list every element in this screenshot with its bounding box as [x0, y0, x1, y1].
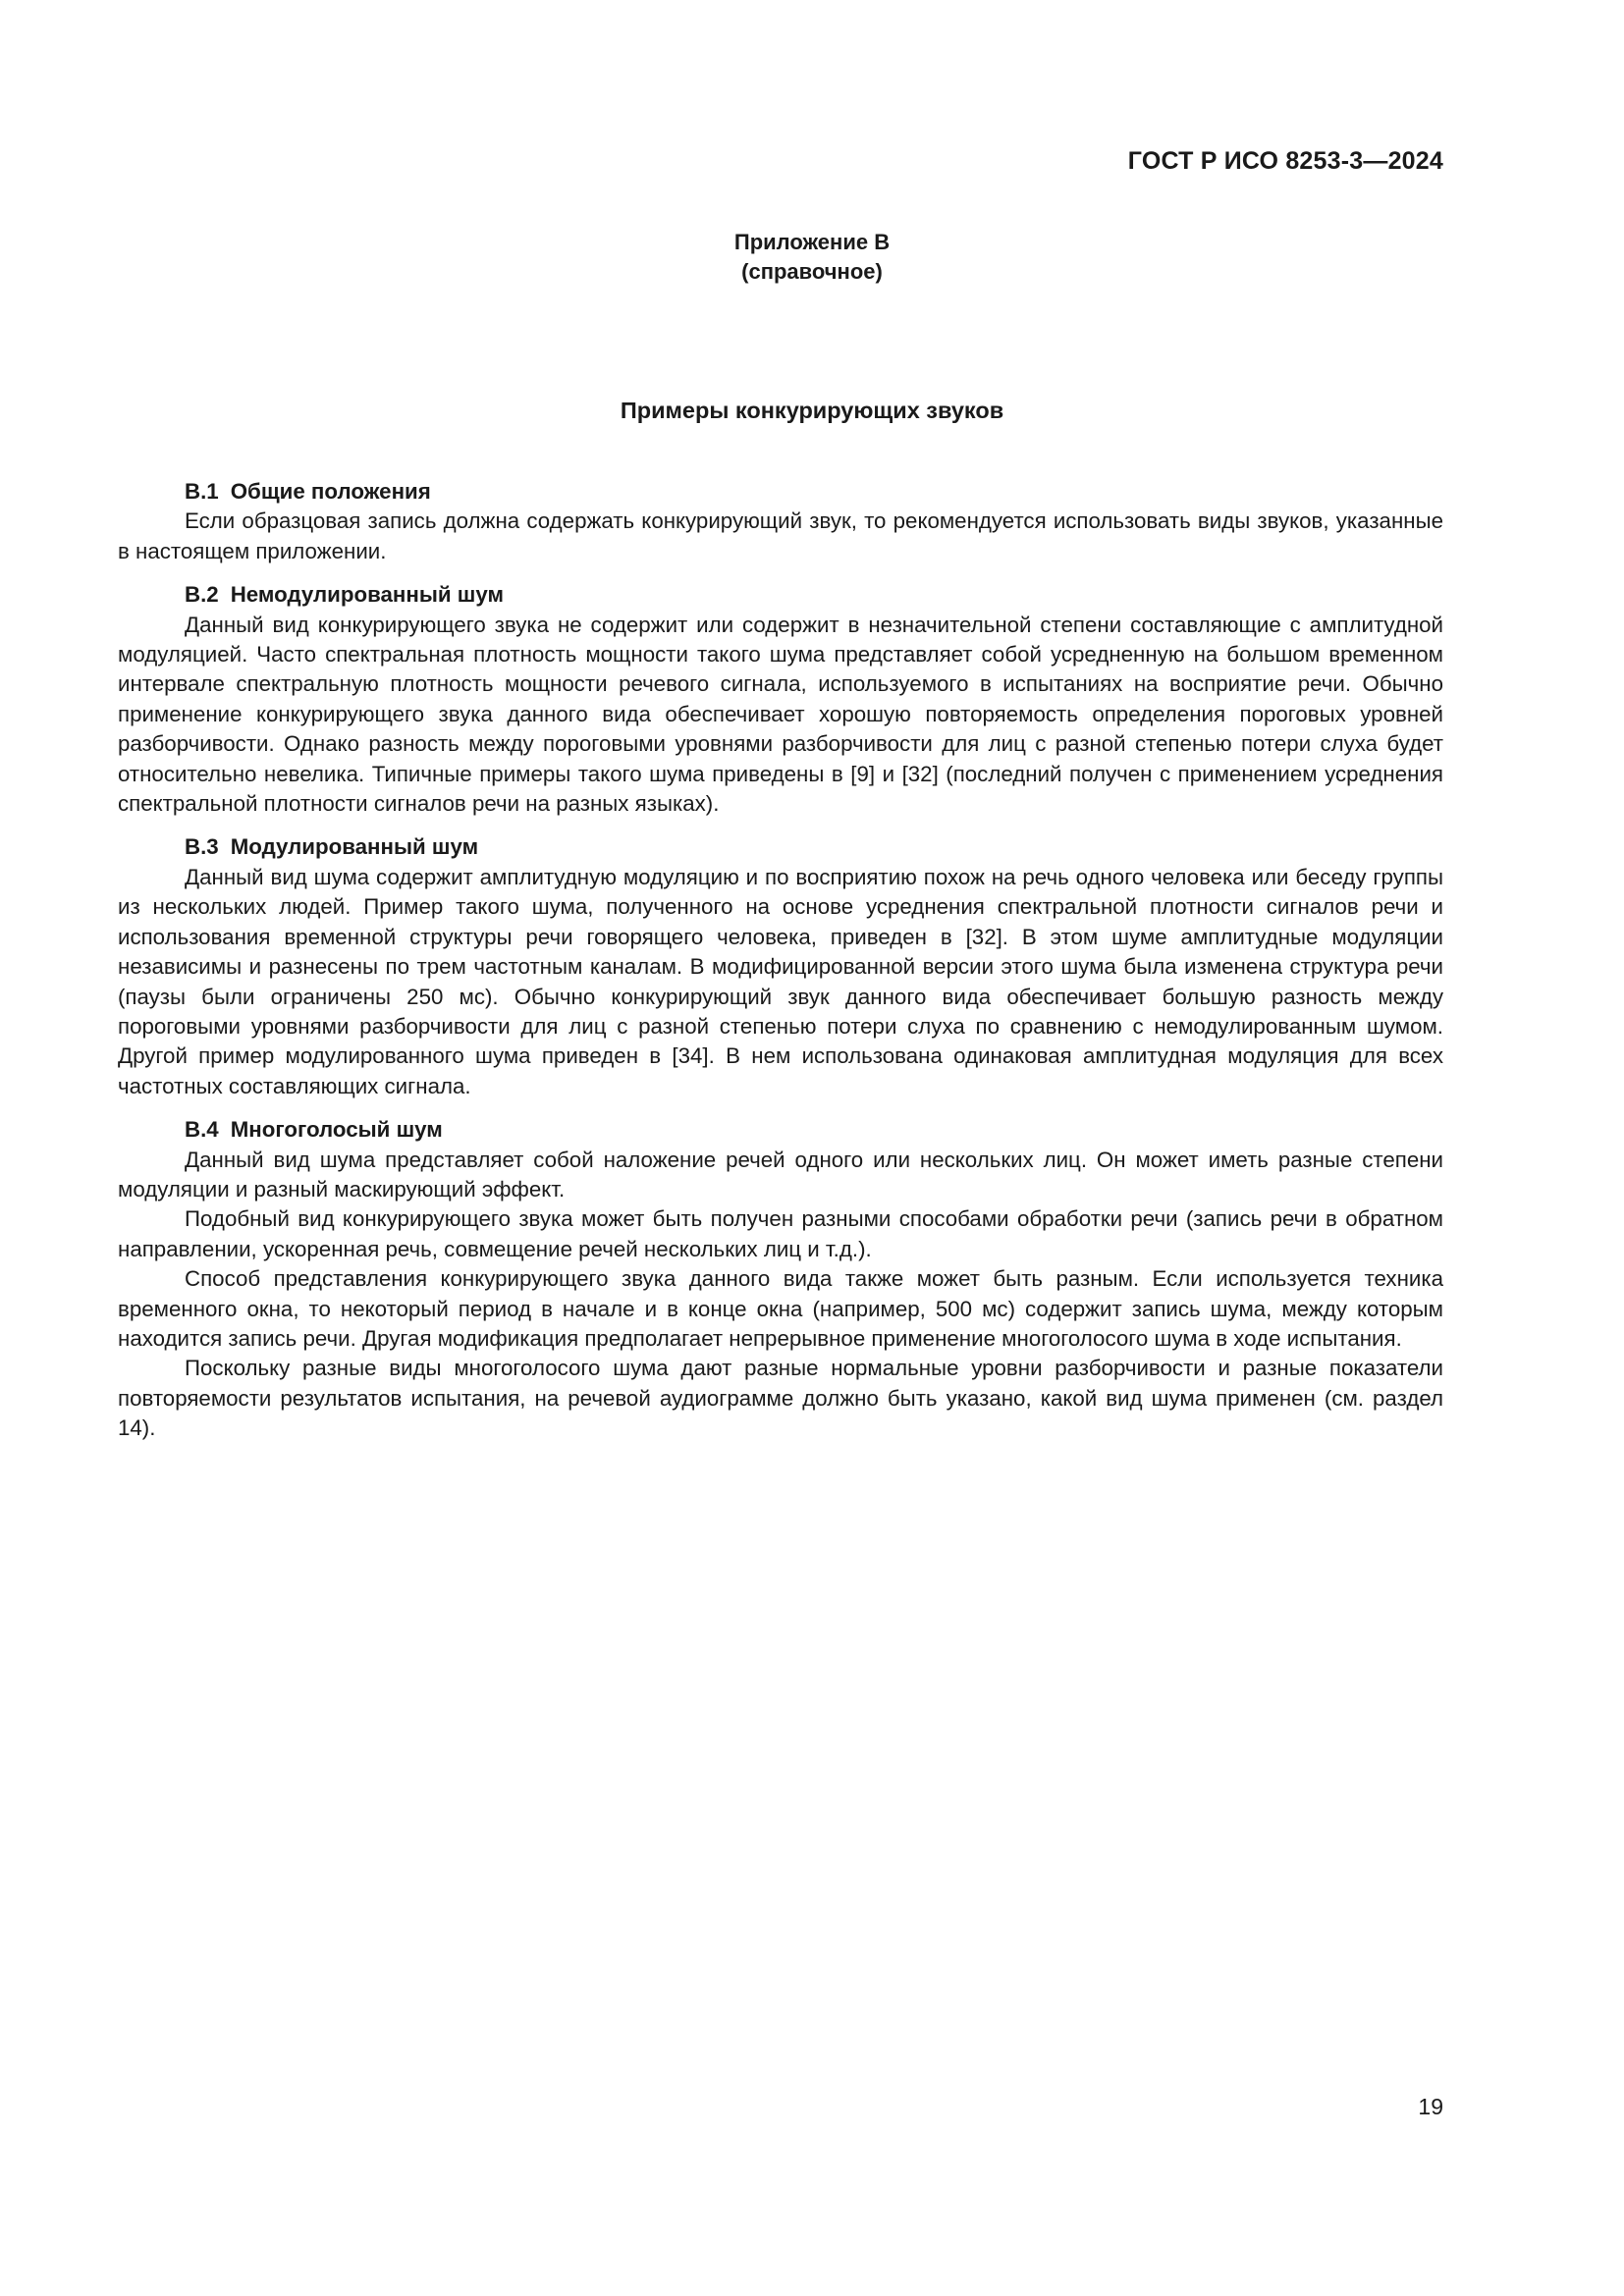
appendix-label: Приложение В — [733, 230, 891, 254]
appendix-type: (справочное) — [741, 259, 883, 284]
section-b1 — [118, 477, 1443, 566]
section-title: Модулированный шум — [230, 834, 479, 860]
paragraph: Данный вид конкурирующего звука не содержит или содержит в незначительной степени составляющие с амплитудной модуляцией. Часто спектральная плотность мощности такого шума представляет собой усредненную на большом временном интервале спектральную плотность мощности речевого сигнала, используемого в испытаниях на восприятие речи. Обычно применение конкурирующего звука данного вида обеспечивает хорошую повторяемость определения пороговых уровней разборчивости. Однако разность между пороговыми уровнями разборчивости для лиц с разной степенью потери слуха будет относительно невелика. Типичные примеры такого шума приведены в [9] и [32] (последний получен с применением усреднения спектральной плотности сигналов речи на разных языках). — [118, 612, 1443, 817]
appendix-heading — [0, 228, 1624, 287]
section-heading — [118, 832, 1443, 862]
paragraph: Поскольку разные виды многоголосого шума дают разные нормальные уровни разборчивости и разные показатели повторяемости результатов испытания, на речевой аудиограмме должно быть указано, какой вид шума применен (см. раздел 14). — [118, 1356, 1443, 1441]
section-heading — [118, 1115, 1443, 1145]
document-body — [118, 477, 1443, 1458]
section-title: Общие положения — [230, 479, 431, 504]
paragraph: Способ представления конкурирующего звука данного вида также может быть разным. Если используется техника временного окна, то некоторый период в начале и в конце окна (например, 500 мс) содержит запись шума, между которым находится запись речи. Другая модификация предполагает непрерывное применение многоголосого шума в ходе испытания. — [118, 1266, 1443, 1351]
page-number: 19 — [1418, 2094, 1443, 2119]
section-b3 — [118, 832, 1443, 1101]
section-title: Многоголосый шум — [230, 1117, 443, 1143]
document-code: ГОСТ Р ИСО 8253-3—2024 — [1127, 147, 1443, 175]
paragraph: Если образцовая запись должна содержать конкурирующий звук, то рекомендуется использовать виды звуков, указанные в настоящем приложении. — [118, 508, 1443, 563]
section-number: В.1 — [185, 479, 219, 504]
paragraph: Подобный вид конкурирующего звука может быть получен разными способами обработки речи (запись речи в обратном направлении, ускоренная речь, совмещение речей нескольких лиц и т.д.). — [118, 1206, 1443, 1261]
section-number: В.2 — [185, 582, 219, 608]
section-b4 — [118, 1115, 1443, 1443]
section-heading — [118, 580, 1443, 610]
paragraph: Данный вид шума содержит амплитудную модуляцию и по восприятию похож на речь одного человека или беседу группы из нескольких людей. Пример такого шума, полученного на основе усреднения спектральной плотности сигналов речи и использования временной структуры речи говорящего человека, приведен в [32]. В этом шуме амплитудные модуляции независимы и разнесены по трем частотным каналам. В модифицированной версии этого шума была изменена структура речи (паузы были ограничены 250 мс). Обычно конкурирующий звук данного вида обеспечивает большую разность между пороговыми уровнями разборчивости для лиц с разной степенью потери слуха по сравнению с немодулированным шумом. Другой пример модулированного шума приведен в [34]. В нем использована одинаковая амплитудная модуляция для всех частотных составляющих сигнала. — [118, 864, 1443, 1098]
section-number: В.3 — [185, 834, 219, 860]
section-number: В.4 — [185, 1117, 219, 1143]
paragraph: Данный вид шума представляет собой наложение речей одного или нескольких лиц. Он может иметь разные степени модуляции и разный маскирующий эффект. — [118, 1147, 1443, 1201]
page-title: Примеры конкурирующих звуков — [620, 398, 1004, 423]
section-title: Немодулированный шум — [230, 582, 504, 608]
section-b2 — [118, 580, 1443, 819]
section-heading — [118, 477, 1443, 507]
